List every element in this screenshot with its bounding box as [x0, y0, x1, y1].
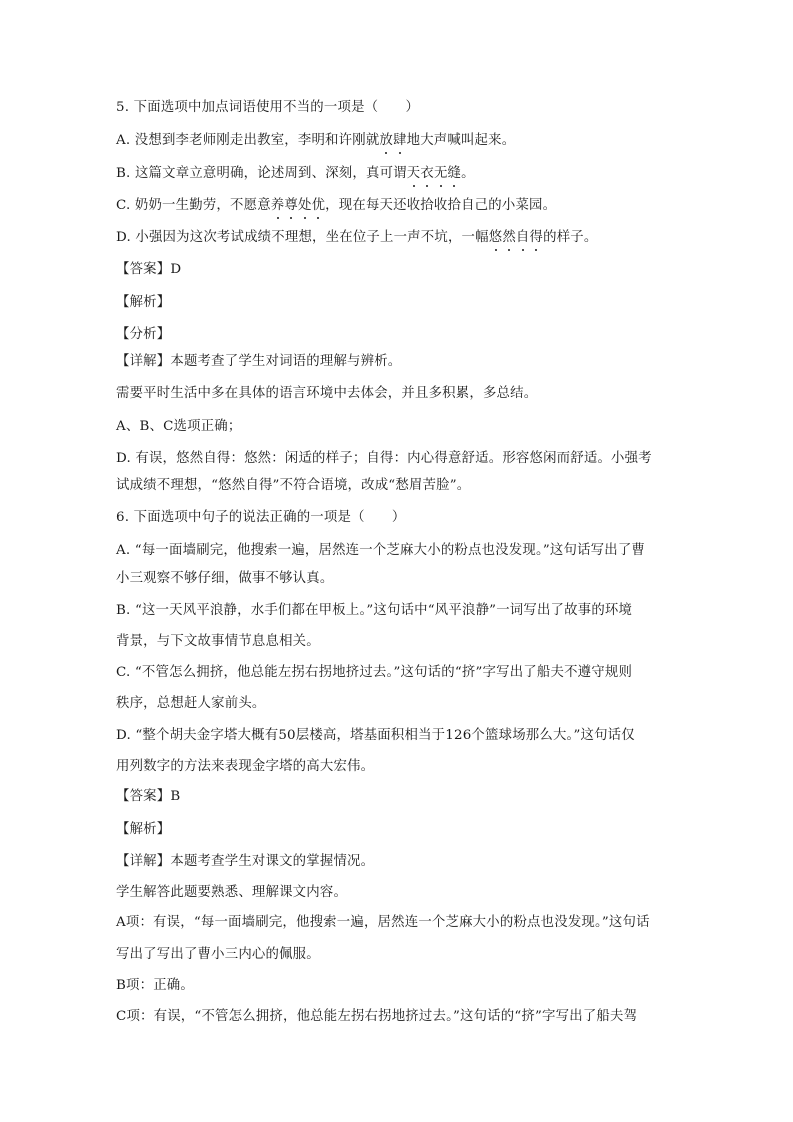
dotted-word [379, 133, 406, 148]
emphasis-dot-char: 天 [406, 166, 421, 181]
question-6-stem: 6. 下面选项中句子的说法正确的一项是（ ） [116, 510, 406, 525]
option-text-end: ，现在每天还收拾收拾自己的小菜园。 [325, 198, 557, 213]
question-6-detail-line: 写出了写出了曹小三内心的佩服。 [116, 947, 320, 962]
question-6-option-line: B. “这一天风平浪静，水手们都在甲板上。”这句话中“风平浪静”一词写出了故事的环境 [116, 603, 633, 618]
question-6-detail-line: 学生解答此题要熟悉、理解课文内容。 [116, 885, 348, 900]
emphasis-dot-char: 尊 [284, 198, 298, 213]
question-6-option-line: 用列数字的方法来表现金字塔的高大宏伟。 [116, 759, 375, 774]
question-6-detail-line: C项：有误，“不管怎么拥挤，他总能左拐右拐地挤过去。”这句话的“挤”字写出了船夫驾 [116, 1009, 638, 1024]
question-5-analysis-label: 【解析】 [116, 295, 171, 310]
question-5-option-a [116, 132, 696, 150]
emphasis-dot-char: 自 [515, 230, 530, 245]
question-6-analysis-label: 【解析】 [116, 822, 171, 837]
question-5-option-b [116, 165, 696, 183]
question-6-option-line: 背景，与下文故事情节息息相关。 [116, 634, 320, 649]
option-text-end: 地大声喊叫起来。 [406, 133, 516, 148]
dotted-word [271, 198, 325, 213]
option-text: D. 小强因为这次考试成绩不理想，坐在位子上一声不坑，一幅 [116, 230, 489, 245]
emphasis-dot-char: 肆 [393, 133, 407, 148]
question-6-option-line: D. “整个胡夫金字塔大概有50层楼高，塔基面积相当于126个篮球场那么大。”这句话仅 [116, 728, 635, 743]
option-text-end: 。 [461, 166, 475, 181]
question-6-option-line: C. “不管怎么拥挤，他总能左拐右拐地挤过去。”这句话的“挤”字写出了船夫不遵守规则 [116, 665, 633, 680]
emphasis-dot-char: 放 [379, 133, 394, 148]
question-6-detail-line: 【详解】本题考查学生对课文的掌握情况。 [116, 854, 375, 869]
question-6-option-line: 小三观察不够仔细，做事不够认真。 [116, 571, 334, 586]
question-5-detail-line: D. 有误，悠然自得：悠然：闲适的样子；自得：内心得意舒适。形容悠闲而舒适。小强考 [116, 451, 652, 466]
question-5-answer: 【答案】D [116, 262, 182, 277]
dotted-word [489, 230, 543, 245]
question-6-answer: 【答案】B [116, 789, 181, 804]
question-6-detail-line: A项：有误，“每一面墙刷完，他搜索一遍，居然连一个芝麻大小的粉点也没发现。”这句话 [116, 915, 650, 930]
emphasis-dot-char: 缝 [447, 166, 462, 181]
question-5-detail-line: 【详解】本题考查了学生对词语的理解与辨析。 [116, 354, 402, 369]
question-6-option-line: 秩序，总想赶人家前头。 [116, 696, 266, 711]
question-5-fenxi-label: 【分析】 [116, 327, 171, 342]
emphasis-dot-char: 悠 [488, 230, 503, 245]
emphasis-dot-char: 然 [502, 230, 516, 245]
option-text-end: 的样子。 [543, 230, 598, 245]
emphasis-dot-char: 衣 [420, 166, 434, 181]
option-text: C. 奶奶一生勤劳，不愿意 [116, 198, 271, 213]
question-6-detail-line: B项：正确。 [116, 978, 194, 993]
option-text: B. 这篇文章立意明确，论述周到、深刻，真可谓 [116, 166, 407, 181]
emphasis-dot-char: 得 [529, 230, 544, 245]
emphasis-dot-char: 养 [270, 198, 285, 213]
question-5-option-c [116, 197, 696, 215]
question-5-stem: 5. 下面选项中加点词语使用不当的一项是（ ） [116, 100, 420, 115]
option-text: A. 没想到李老师刚走出教室，李明和许刚就 [116, 133, 380, 148]
question-5-detail-line: A、B、C选项正确； [116, 419, 242, 434]
emphasis-dot-char: 无 [433, 166, 448, 181]
question-5-detail-line: 需要平时生活中多在具体的语言环境中去体会，并且多积累，多总结。 [116, 386, 538, 401]
emphasis-dot-char: 处 [297, 198, 312, 213]
question-5-option-d [116, 229, 696, 247]
question-5-detail-line: 试成绩不理想，“悠然自得”不符合语境，改成“愁眉苦脸”。 [116, 478, 471, 493]
emphasis-dot-char: 优 [311, 198, 326, 213]
question-6-option-line: A. “每一面墙刷完，他搜索一遍，居然连一个芝麻大小的粉点也没发现。”这句话写出了曹 [116, 543, 646, 558]
dotted-word [407, 166, 461, 181]
